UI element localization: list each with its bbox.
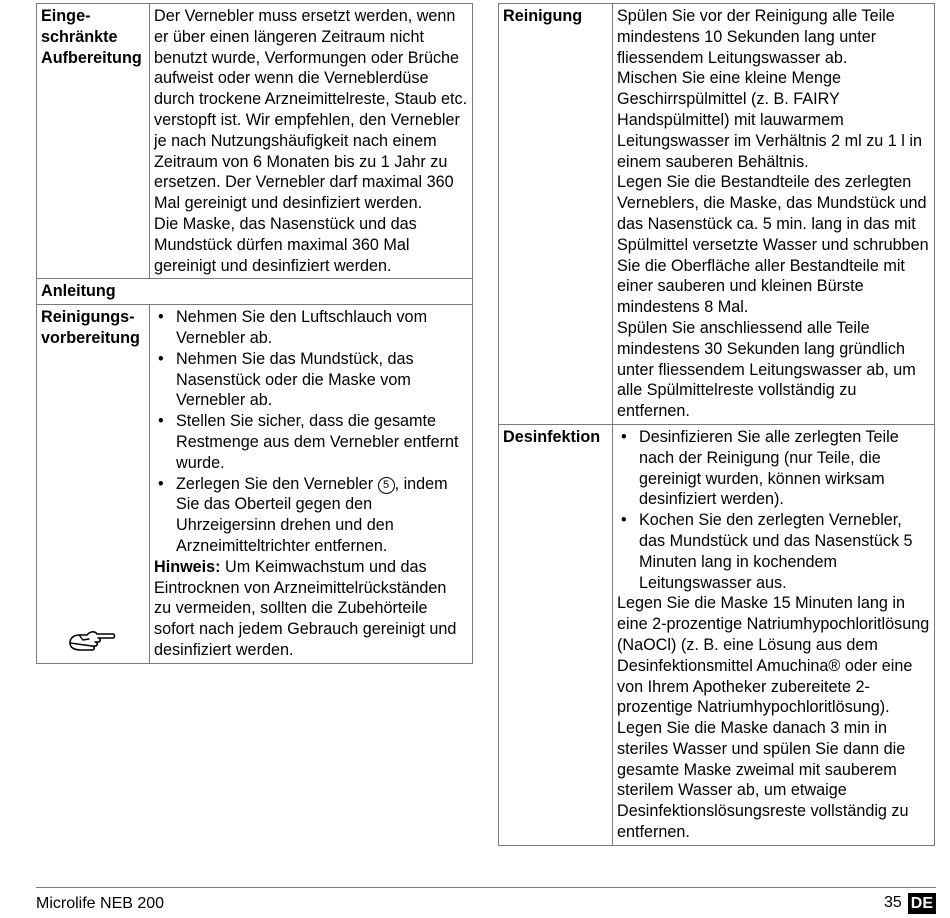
left-instruction-table — [36, 3, 473, 664]
preparation-steps-list — [154, 307, 468, 557]
table-row-disinfection — [499, 424, 935, 845]
disinfection-content — [613, 424, 935, 845]
limited-reprocessing-label: Einge- schränkte Aufbereitung — [37, 4, 150, 279]
disinfection-text: Legen Sie die Maske 15 Minuten lang in eine 2-prozentige Natriumhypochloritlösung (NaOCl) (z. B. eine Lösung aus dem Desinfektionsmittel Amuchina® oder eine von Ihrem Apotheker zubereitete 2-prozentige Natriumhypochloritlösung). Legen Sie die Maske danach 3 min in steriles Wasser und spülen Sie dann die gesamte Maske zweimal mit sauberem sterilem Wasser ab, um etwaige Desinfektionslösungsreste vollständig zu entfernen. — [617, 594, 930, 842]
cleaning-paragraph: Mischen Sie eine kleine Menge Geschirrspülmittel (z. B. FAIRY Handspülmittel) mit lauwarmem Leitungswasser im Verhältnis 2 ml zu 1 l in einem sauberen Behältnis. — [617, 69, 923, 171]
list-item-text: Zerlegen Sie den Vernebler — [176, 474, 378, 493]
right-instruction-table — [498, 3, 935, 846]
cleaning-paragraph: Legen Sie die Bestandteile des zerlegten Verneblers, die Maske, das Mundstück und das Nasenstück ca. 5 min. lang in das mit Spülmittel versetzte Wasser und schrubben Sie die Oberfläche aller Bestandteile mit einer sauberen und kleinen Bürste mindestens 8 Mal. — [617, 173, 929, 317]
limited-reprocessing-text-2: Die Maske, das Nasenstück und das Mundstück dürfen maximal 360 Mal gereinigt und desinfiziert werden. — [154, 214, 417, 275]
table-row-section-header — [37, 279, 473, 305]
cleaning-preparation-content — [150, 305, 473, 664]
hint-paragraph — [154, 557, 468, 661]
footer-product-name: Microlife NEB 200 — [36, 895, 165, 912]
cleaning-content — [613, 4, 935, 425]
list-item: • Nehmen Sie den Luftschlauch vom Vernebler ab. — [176, 307, 468, 349]
table-row-cleaning — [499, 4, 935, 425]
list-item: • Nehmen Sie das Mundstück, das Nasenstück oder die Maske vom Vernebler ab. — [176, 349, 468, 411]
language-badge: DE — [908, 893, 936, 914]
list-item — [176, 474, 468, 557]
cleaning-preparation-label: Reinigungs- vorbereitung — [41, 308, 140, 347]
list-item: • Stellen Sie sicher, dass die gesamte Restmenge aus dem Vernebler entfernt wurde. — [176, 411, 468, 473]
cleaning-paragraph: Spülen Sie anschliessend alle Teile mindestens 30 Sekunden lang gründlich unter fliessendem Leitungswasser ab, um alle Spülmittelreste vollständig zu entfernen. — [617, 318, 916, 421]
disinfection-label: Desinfektion — [499, 424, 613, 845]
list-item-text: , indem Sie das Oberteil gegen den Uhrzeigersinn drehen und den Arzneimitteltrichter entfernen. — [176, 474, 448, 555]
cleaning-label: Reinigung — [499, 4, 613, 425]
hint-label: Hinweis: — [154, 557, 221, 576]
list-item: • Kochen Sie den zerlegten Vernebler, das Mundstück und das Nasenstück 5 Minuten lang in kochendem Leitungswasser aus. — [639, 510, 930, 593]
part-reference-number: 5 — [378, 477, 395, 494]
cleaning-preparation-label-cell — [37, 305, 150, 664]
pointing-hand-icon — [67, 629, 117, 657]
limited-reprocessing-text-1: Der Vernebler muss ersetzt werden, wenn er über einen längeren Zeitraum nicht benutzt wurde, Verformungen oder Brüche aufweist oder wenn die Verneblerdüse durch trockene Arzneimittelreste, Staub etc. verstopft ist. Wir empfehlen, den Vernebler je nach Nutzungshäufigkeit nach einem Zeitraum von 6 Monaten bis zu 1 Jahr zu ersetzen. Der Vernebler darf maximal 360 Mal gereinigt und desinfiziert werden. — [154, 7, 468, 213]
footer-divider — [36, 887, 936, 888]
table-row-limited-reprocessing — [37, 4, 473, 279]
cleaning-paragraph: Spülen Sie vor der Reinigung alle Teile mindestens 10 Sekunden lang unter fliessendem Leitungswasser ab. — [617, 7, 895, 67]
limited-reprocessing-content — [150, 4, 473, 279]
list-item: • Desinfizieren Sie alle zerlegten Teile nach der Reinigung (nur Teile, die gereinigt wurden, können wirksam desinfiziert werden). — [639, 427, 930, 510]
footer-page-info — [884, 893, 936, 914]
table-row-cleaning-preparation — [37, 305, 473, 664]
disinfection-steps-list — [617, 427, 930, 593]
page-number: 35 — [883, 894, 902, 912]
hint-text: Um Keimwachstum und das Eintrocknen von Arzneimittelrückständen zu vermeiden, sollten die Zubehörteile sofort nach jedem Gebrauch gereinigt und desinfiziert werden. — [154, 557, 457, 659]
section-header-instructions: Anleitung — [37, 279, 473, 305]
